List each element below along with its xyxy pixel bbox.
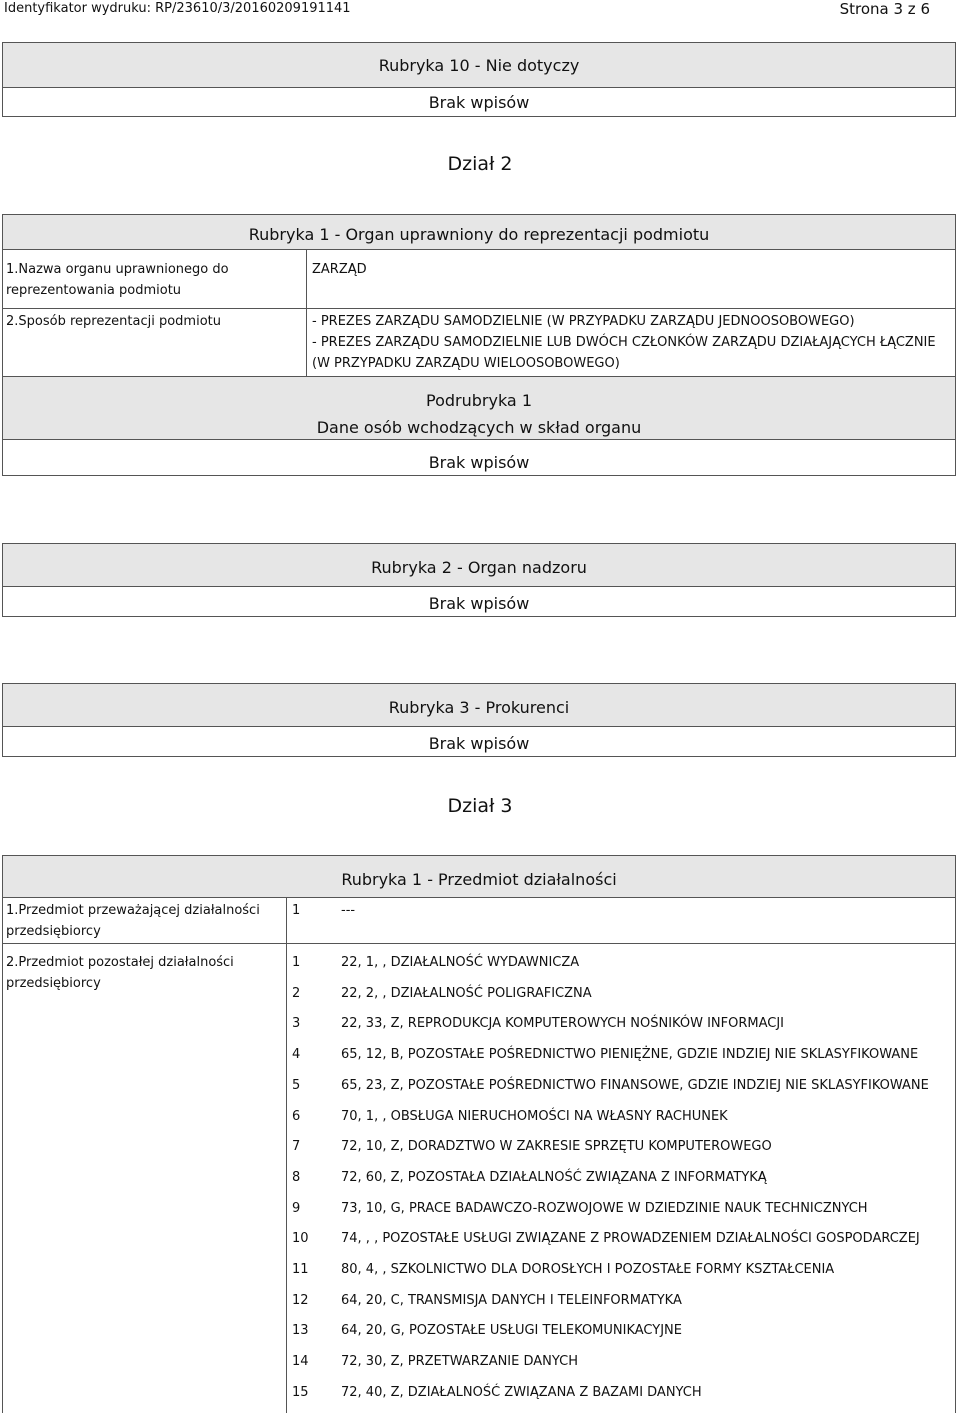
activity-number: 3 [292, 1016, 301, 1031]
activity-description: 73, 10, G, PRACE BADAWCZO-ROZWOJOWE W DZIEDZINIE NAUK TECHNICZNYCH [341, 1201, 868, 1216]
rubryka3-empty: Brak wpisów [2, 726, 956, 757]
dzial2-rubryka1-title: Rubryka 1 - Organ uprawniony do reprezentacji podmiotu [2, 214, 956, 250]
page-number: Strona 3 z 6 [839, 0, 930, 18]
field1-value: --- [341, 903, 356, 918]
activity-number: 13 [292, 1323, 309, 1338]
podrubryka1-empty: Brak wpisów [2, 439, 956, 476]
activity-number: 6 [292, 1109, 301, 1124]
podrubryka1-title: Podrubryka 1 Dane osób wchodzących w skład organu [2, 376, 956, 440]
activity-description: 22, 33, Z, REPRODUKCJA KOMPUTEROWYCH NOŚNIKÓW INFORMACJI [341, 1016, 785, 1031]
field1-label: 1.Przedmiot przeważającej działalności przedsiębiorcy [6, 903, 260, 939]
rubryka10-title: Rubryka 10 - Nie dotyczy [2, 42, 956, 88]
activity-number: 9 [292, 1201, 301, 1216]
field2-label: 2.Przedmiot pozostałej działalności przedsiębiorcy [6, 955, 234, 991]
activity-description: 72, 10, Z, DORADZTWO W ZAKRESIE SPRZĘTU KOMPUTEROWEGO [341, 1139, 772, 1154]
activity-description: 72, 40, Z, DZIAŁALNOŚĆ ZWIĄZANA Z BAZAMI DANYCH [341, 1385, 702, 1400]
activity-description: 22, 1, , DZIAŁALNOŚĆ WYDAWNICZA [341, 955, 580, 970]
activity-description: 22, 2, , DZIAŁALNOŚĆ POLIGRAFICZNA [341, 986, 592, 1001]
field1-number: 1 [292, 903, 301, 918]
activity-description: 65, 23, Z, POZOSTAŁE POŚREDNICTWO FINANSOWE, GDZIE INDZIEJ NIE SKLASYFIKOWANE [341, 1078, 929, 1093]
activity-number: 5 [292, 1078, 301, 1093]
activity-description: 64, 20, G, POZOSTAŁE USŁUGI TELEKOMUNIKACYJNE [341, 1323, 682, 1338]
field1-label: 1.Nazwa organu uprawnionego do reprezentowania podmiotu [6, 262, 229, 298]
activity-description: 64, 20, C, TRANSMISJA DANYCH I TELEINFORMATYKA [341, 1293, 682, 1308]
activity-description: 80, 4, , SZKOLNICTWO DLA DOROSŁYCH I POZOSTAŁE FORMY KSZTAŁCENIA [341, 1262, 835, 1277]
activity-number: 7 [292, 1139, 301, 1154]
dzial3-rubryka1-title: Rubryka 1 - Przedmiot działalności [2, 855, 956, 898]
print-identifier: Identyfikator wydruku: RP/23610/3/20160209191141 [4, 1, 351, 16]
activity-number: 12 [292, 1293, 309, 1308]
activity-description: 72, 60, Z, POZOSTAŁA DZIAŁALNOŚĆ ZWIĄZANA Z INFORMATYKĄ [341, 1170, 767, 1185]
activity-number: 11 [292, 1262, 309, 1277]
field2-line-1: - PREZES ZARZĄDU SAMODZIELNIE (W PRZYPADKU ZARZĄDU JEDNOOSOBOWEGO) [312, 314, 855, 329]
field2-label: 2.Sposób reprezentacji podmiotu [6, 314, 221, 329]
activity-description: 70, 1, , OBSŁUGA NIERUCHOMOŚCI NA WŁASNY RACHUNEK [341, 1109, 728, 1124]
rubryka2-empty: Brak wpisów [2, 586, 956, 617]
activity-number: 15 [292, 1385, 309, 1400]
field2-line-2: - PREZES ZARZĄDU SAMODZIELNIE LUB DWÓCH CZŁONKÓW ZARZĄDU DZIAŁAJĄCYCH ŁĄCZNIE [312, 335, 936, 350]
field2-line-3: (W PRZYPADKU ZARZĄDU WIELOOSOBOWEGO) [312, 356, 620, 371]
rubryka2-title: Rubryka 2 - Organ nadzoru [2, 543, 956, 587]
field1-value: ZARZĄD [312, 262, 367, 277]
activity-number: 8 [292, 1170, 301, 1185]
activity-number: 4 [292, 1047, 301, 1062]
activity-number: 2 [292, 986, 301, 1001]
dzial2-title: Dział 2 [447, 153, 513, 175]
activity-description: 72, 30, Z, PRZETWARZANIE DANYCH [341, 1354, 578, 1369]
rubryka10-empty: Brak wpisów [2, 87, 956, 117]
activity-description: 65, 12, B, POZOSTAŁE POŚREDNICTWO PIENIĘŻNE, GDZIE INDZIEJ NIE SKLASYFIKOWANE [341, 1047, 919, 1062]
activity-number: 14 [292, 1354, 309, 1369]
row-divider [2, 308, 956, 309]
row-divider [2, 943, 956, 944]
activity-number: 1 [292, 955, 301, 970]
activity-number: 10 [292, 1231, 309, 1246]
dzial3-title: Dział 3 [447, 795, 513, 817]
column-divider [286, 897, 287, 1413]
activity-description: 74, , , POZOSTAŁE USŁUGI ZWIĄZANE Z PROWADZENIEM DZIAŁALNOŚCI GOSPODARCZEJ [341, 1231, 920, 1246]
rubryka3-title: Rubryka 3 - Prokurenci [2, 683, 956, 727]
column-divider [306, 249, 307, 377]
